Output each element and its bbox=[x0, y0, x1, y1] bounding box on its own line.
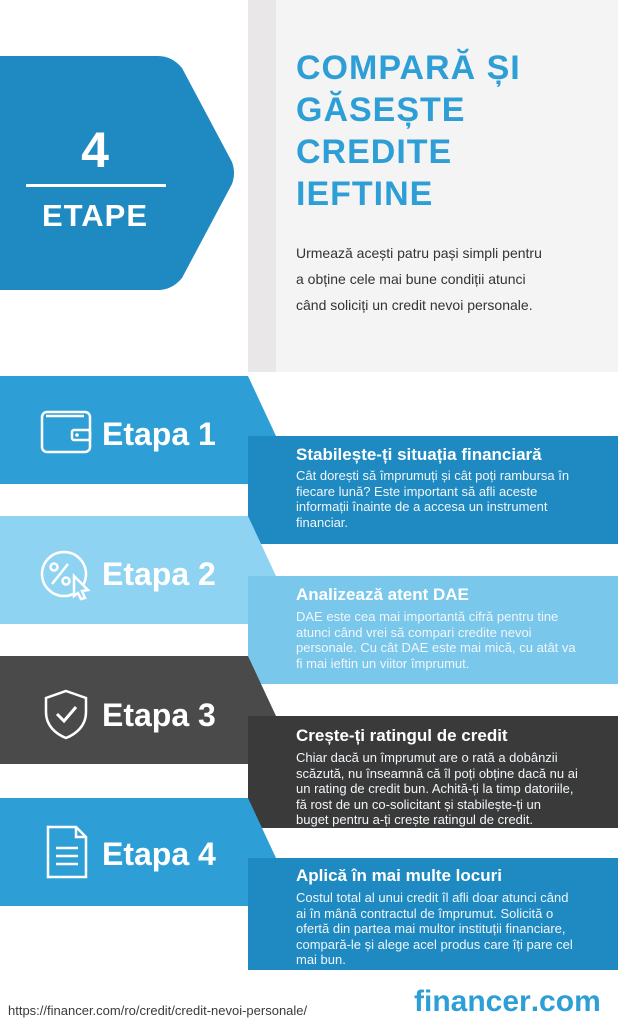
step-text-line: atunci când vrei să compari credite nevoi bbox=[296, 624, 532, 640]
intro-line: a obține cele mai bune condiții atunci bbox=[296, 271, 526, 287]
step-2-title: Analizează atent DAE bbox=[296, 585, 469, 604]
intro-text bbox=[296, 240, 586, 318]
step-text-line: DAE este cea mai importantă cifră pentru tine bbox=[296, 609, 559, 624]
step-text-line: personale. Cu cât DAE este mai mică, cu atât va bbox=[296, 640, 576, 655]
percent-cursor-icon bbox=[38, 546, 94, 602]
header-background-edge bbox=[248, 0, 276, 372]
step-3-text bbox=[296, 750, 614, 828]
brand-suffix: .com bbox=[530, 985, 601, 1018]
page-title-line-4: IEFTINE bbox=[296, 175, 434, 213]
page-title-line-3: CREDITE bbox=[296, 133, 453, 171]
badge-number: 4 bbox=[81, 122, 109, 178]
step-4-panel-cut bbox=[248, 858, 288, 970]
brand-logo bbox=[414, 984, 601, 1020]
intro-line: Urmează acești patru pași simpli pentru bbox=[296, 245, 542, 261]
step-text-line: compară-le și alege acel produs care îți pare cel bbox=[296, 936, 573, 952]
shield-check-icon bbox=[38, 686, 94, 742]
step-2-label: Etapa 2 bbox=[102, 556, 216, 592]
wallet-icon bbox=[38, 404, 94, 460]
step-1-label: Etapa 1 bbox=[102, 416, 216, 452]
step-4-label: Etapa 4 bbox=[102, 836, 216, 872]
step-text-line: ofertă din partea mai multor instituții financiare, bbox=[296, 921, 566, 936]
badge-label: ETAPE bbox=[41, 198, 149, 233]
step-text-line: buget pentru a-ți crește ratingul de credit. bbox=[296, 812, 534, 827]
step-4-fold bbox=[248, 798, 288, 858]
brand-name: financer bbox=[414, 985, 531, 1018]
badge-divider bbox=[26, 184, 166, 187]
step-text-line: fiecare lună? Este important să afli aceste bbox=[296, 483, 538, 499]
step-text-line: scăzută, nu înseamnă că îl poți obține dacă nu ai bbox=[296, 765, 578, 781]
step-text-line: Chiar dacă un împrumut are o rată a dobânzii bbox=[296, 750, 558, 765]
step-text-line: Cât dorești să împrumuți și cât poți rambursa în bbox=[296, 468, 570, 483]
page-title-line-1: COMPARĂ ȘI bbox=[296, 49, 521, 87]
step-text-line: ai în mână contractul de împrumut. Solicită o bbox=[296, 905, 554, 921]
step-2-text bbox=[296, 609, 614, 671]
step-text-line: fă rost de un co-solicitant și stabilește-ți un bbox=[296, 796, 541, 812]
document-icon bbox=[38, 824, 94, 880]
step-4-text bbox=[296, 890, 614, 968]
step-text-line: financiar. bbox=[296, 514, 349, 530]
step-4-title: Aplică în mai multe locuri bbox=[296, 866, 502, 885]
page-title-line-2: GĂSEȘTE bbox=[296, 91, 466, 129]
step-text-line: un rating de credit bun. Achită-ți la timp datoriile, bbox=[296, 781, 574, 796]
step-3-fold bbox=[248, 656, 288, 716]
source-url-link[interactable]: https://financer.com/ro/credit/credit-nevoi-personale/ bbox=[8, 1003, 308, 1018]
step-4-gap bbox=[0, 906, 248, 970]
step-1-text bbox=[296, 468, 614, 530]
step-3-label: Etapa 3 bbox=[102, 697, 216, 733]
step-text-line: mai bun. bbox=[296, 952, 346, 967]
intro-line: când soliciți un credit nevoi personale. bbox=[296, 297, 533, 313]
step-3-title: Crește-ți ratingul de credit bbox=[296, 726, 508, 745]
step-text-line: informații înainte de a accesa un instrument bbox=[296, 499, 548, 514]
step-1-title: Stabilește-ți situația financiară bbox=[296, 445, 542, 464]
step-text-line: fi mai ieftin un viitor împrumut. bbox=[296, 655, 470, 671]
step-text-line: Costul total al unui credit îl afli doar atunci când bbox=[296, 890, 569, 905]
step-1-fold bbox=[248, 376, 288, 436]
step-2-fold bbox=[248, 516, 288, 576]
